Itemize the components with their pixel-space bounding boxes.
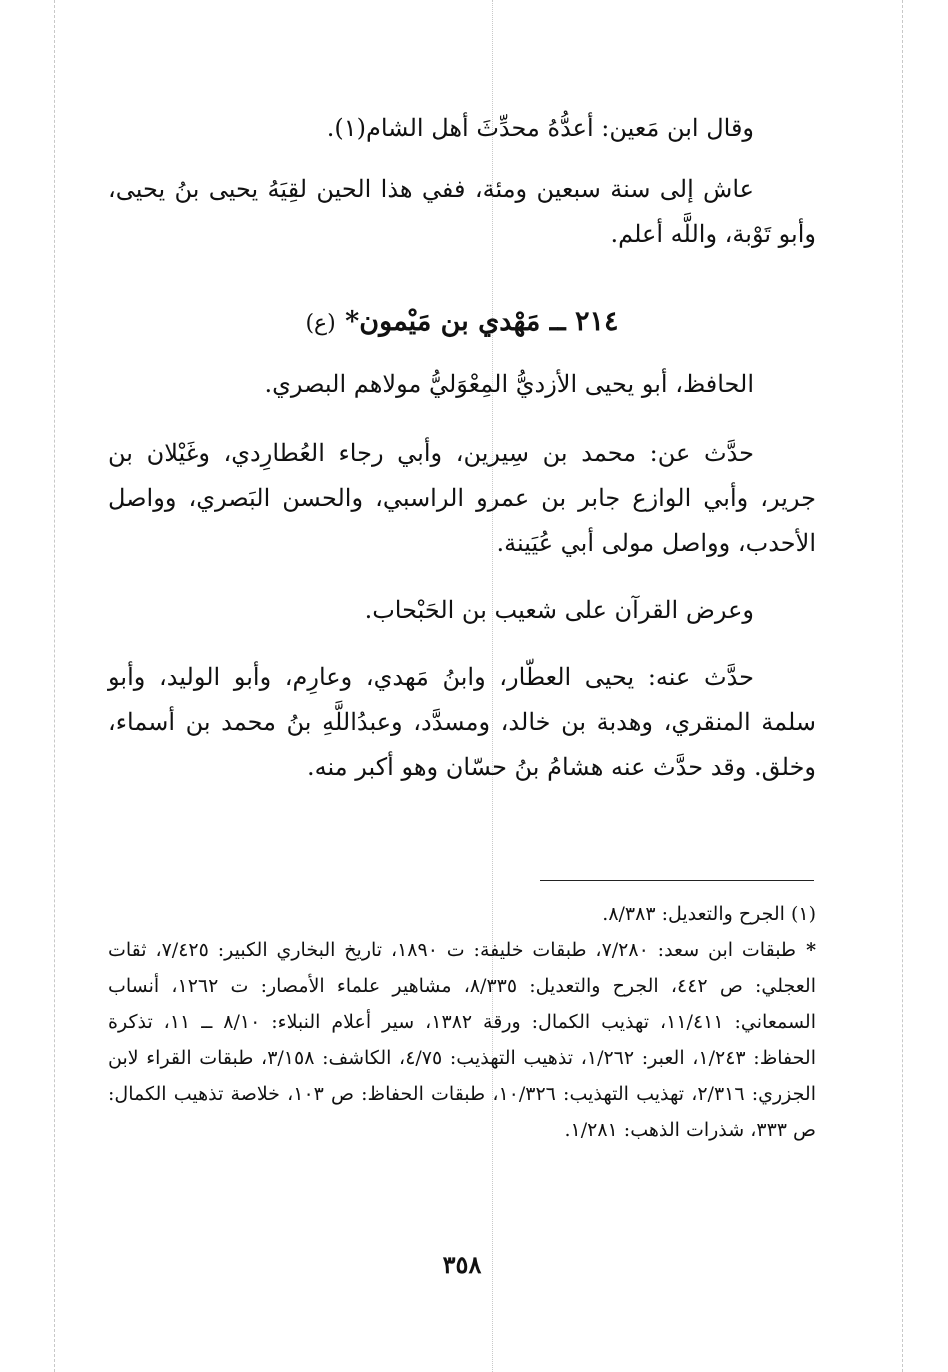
entry-symbol: (ع) <box>305 311 336 336</box>
left-margin-guide <box>54 0 55 1372</box>
entry-body <box>108 362 816 790</box>
page-number: ٣٥٨ <box>442 1250 482 1279</box>
entry-number: ٢١٤ <box>575 306 619 337</box>
paragraph-narrated-by: حدَّث عنه: يحيى العطّار، وابنُ مَهدي، وعارِم، وأبو الوليد، وأبو سلمة المنقري، وهدبة بن خالد، ومسدَّد، وعبدُاللَّهِ بنُ محمد بن أسماء، وخلق. وقد حدَّث عنه هشامُ بنُ حسّان وهو أكبر منه. <box>108 663 816 781</box>
paragraph-description: الحافظ، أبو يحيى الأزديُّ المِعْوَليُّ مولاهم البصري. <box>264 370 754 398</box>
asterisk-marker: * <box>806 939 816 961</box>
entry-heading <box>108 306 816 337</box>
footnote-sources <box>108 932 816 1148</box>
right-margin-guide <box>902 0 903 1372</box>
entry-dash: ــ <box>549 306 566 337</box>
footnote-sources-text: طبقات ابن سعد: ٧/٢٨٠، طبقات خليفة: ت ١٨٩٠، تاريخ البخاري الكبير: ٧/٤٢٥، ثقات العجلي: ص ٤٤٢، الجرح والتعديل: ٨/٣٣٥، مشاهير علماء الأمصار: ت ١٢٦٢، أنساب السمعاني: ١١/٤١١، تهذيب الكمال: ورقة ١٣٨٢، سير أعلام النبلاء: ٨/١٠ ــ ١١، تذكرة الحفاظ: ١/٢٤٣، العبر: ١/٢٦٢، تذهيب التهذيب: ٤/٧٥، الكاشف: ٣/١٥٨، طبقات القراء لابن الجزري: ٢/٣١٦، تهذيب التهذيب: ١٠/٣٢٦، طبقات الحفاظ: ص ١٠٣، خلاصة تذهيب الكمال: ص ٣٣٣، شذرات الذهب: ١/٢٨١. <box>108 939 817 1141</box>
footnote-1: (١) الجرح والتعديل: ٨/٣٨٣. <box>602 903 816 925</box>
intro-block <box>108 106 816 257</box>
paragraph-ibn-maeen: وقال ابن مَعين: أعدُّهُ محدِّثَ أهل الشام(١). <box>326 114 754 142</box>
entry-name: مَهْدي بن مَيْمون* <box>345 306 541 337</box>
footnotes <box>108 896 816 1148</box>
paragraph-lived-until: عاش إلى سنة سبعين ومئة، ففي هذا الحين لقِيَهُ يحيى بنُ يحيى، وأبو تَوْبة، واللَّه أعلم. <box>108 175 816 248</box>
paragraph-narrated-from: حدَّث عن: محمد بن سِيرين، وأبي رجاء العُطارِدي، وغَيْلان بن جرير، وأبي الوازع جابر بن عمرو الراسبي، والحسن البَصري، وواصل الأحدب، وواصل مولى أبي عُيَينة. <box>108 439 816 557</box>
footnote-separator <box>540 880 814 881</box>
paragraph-quran-recitation: وعرض القرآن على شعيب بن الحَبْحاب. <box>364 596 754 624</box>
